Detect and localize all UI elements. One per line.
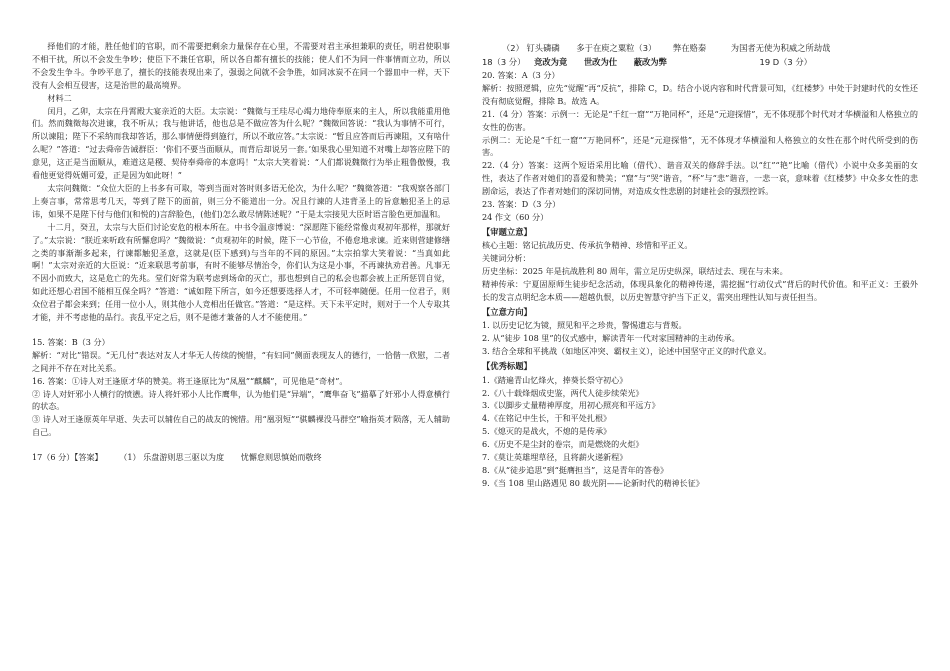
q16-point-3: ③ 诗人对王逢原英年早逝、失去可以辅佐自己的战友的惋惜。用“凰羽短”“骐麟裸没马群空”喻指英才陨落，无人辅助自己。 bbox=[32, 414, 450, 438]
q17-answer-a: （1） 乐盘游则思三驱以为度 bbox=[119, 452, 225, 463]
keyword-spirit: 精神传承：宁夏固原师生徒步纪念活动，体现具象化的精神传递，需挖掘“行动仪式”背后的时代价值。和平正义：王毅外长的发言点明纪念本质——超越仇恨，以历史智慧守护当下正义，需突出理性认知与责任担当。 bbox=[482, 279, 918, 302]
direction-item: 1. 以历史记忆为镜，照见和平之珍贵，警惕遗忘与背叛。 bbox=[482, 320, 687, 331]
q17-line bbox=[32, 451, 450, 464]
q22-answer: 22.（4 分）答案：这两个短语采用比喻（借代）、谐音双关的修辞手法。以“红”“艳”比喻（借代）小说中众多美丽的女性，表达了作者对她们的喜爱和赞美；“窟”与“哭”谐音，“杯”与“悲”谐音，一悲一哀，意味着《红楼梦》中众多女性的悲剧命运，表达了作者对她们的深切同情，对造成女性悲剧的封建社会的强烈控诉。 bbox=[482, 160, 918, 197]
q18-label: 18（3 分） bbox=[482, 56, 526, 67]
direction-item: 3. 结合全球和平挑战（如地区冲突、霸权主义），论述中国坚守正义的时代意义。 bbox=[482, 346, 772, 357]
q18-answer-b: 世改为仕 bbox=[583, 56, 618, 67]
title-item: 6.《历史不是尘封的卷宗，而是燃烧的火炬》 bbox=[482, 439, 644, 450]
q21-answer: 21.（4 分）答案：示例一：无论是“千红一窟”“万艳同杯”，还是“元迎探惜”，无不体现那个时代对才华横溢和人格独立的女性的伤害。 bbox=[482, 108, 918, 132]
q18-answer-a: 竞改为竟 bbox=[534, 56, 568, 67]
core-theme: 核心主题：铭记抗战历史、传承抗争精神、珍惜和平正义。 bbox=[482, 240, 693, 251]
q20-answer: 20. 答案：A（3 分） bbox=[482, 70, 560, 80]
q17-answer-b: 忧懈怠则思慎始而敬终 bbox=[240, 452, 322, 463]
left-column bbox=[32, 40, 450, 464]
passage-paragraph: 十二月，癸丑，太宗与大臣们讨论安危的根本所在。中书令温彦博说：“深愿陛下能经常像贞观初年那样，那就好了。”太宗说：“朕近来听政有所懈怠吗？”魏徵说：“贞观初年的时候，陛下一心节俭，不倦怠地求谏。近来则营建修缮之类的事渐渐多起来，行谏都触犯圣意，这就是(臣下感到)与当年的不同的原因。”太宗拍掌大笑着说：“当真如此啊！”太宗对亲近的大臣说：“近来联思考前事，有时不能够尽情治令，你们认为这是小事，不再谏执劝君善。凡事无不因小而致大，这是危亡的先兆。堂们好常为联考虑到场命的灭亡，那也想到自己的私会也都会被上正所惩罚自觉，如此还想心君国不能相互保全吗？”答道：“诚如陛下所言，如今还想要选择人才，不可轻率随便。任用一位君子，则众位君子都会来到；任用一位小人，则其他小人竞相出任做官。”答道：“是这样。天下未平定时，则对于一个人专取其才能，并不考虑他的品行。丧乱平定之后，则不是德才兼备的人才不能使用。” bbox=[32, 221, 450, 323]
passage-intro: 择他们的才能，胜任他们的官职，而不需要把剩余力量保存在心里，不需要对君主承担兼职的责任，明君使职事不相干扰，所以不会发生争吵；使臣下不兼任官职，所以各自都有擅长的技能；使人们不为同一件事情而立功，所以不会发生争斗。争吵平息了，擅长的技能表现出来了，强弱之间就不会争胜，如同冰炭不在同一个器皿中一样，天下没有人会相互侵害，这是治世的最高境界。 bbox=[32, 41, 450, 90]
title-header: 【优秀标题】 bbox=[482, 361, 532, 372]
passage-paragraph: 闰月，乙卯，太宗在丹霄殿大宴亲近的大臣。太宗说：“魏徵与王珪尽心竭力地侍奉原来的主人，所以我能重用他们。然而魏徵每次进谏，我不听从；我与他讲话，他也总是不做应答为什么呢？”魏徵回答说：“我认为事情不可行，所以谏阻；陛下不采纳而我却答话，那么事情便得到施行，所以不敢应答。”太宗说：“暂且应答而后再谏阻，又有啥什么呢？”答道：“过去舜帝告诫群臣：‘你们不要当面顺从，而背后却说另一套。’如果我心里知道不对嘴上却答应陛下的意见，这正是当面顺从，难道这是稷、契侍奉舜帝的本意吗！”太宗大笑着说：“人们都说魏徵行为举止粗鲁傲慢，我看他更觉得妩媚可爱，正是因为如此呀！” bbox=[32, 105, 450, 181]
direction-header: 【立意方向】 bbox=[482, 306, 532, 317]
q17-continued bbox=[482, 42, 918, 56]
title-item: 2.《八十载烽烟成史鉴，两代人徒步续荣光》 bbox=[482, 387, 644, 398]
q16-point-2: ② 诗人对奸邪小人横行的愤懑。诗人将奸邪小人比作鹰隼，认为他们是“异端”，“鹰隼奋飞”描摹了奸邪小人得意横行的状态。 bbox=[32, 388, 450, 412]
title-item: 4.《在铭记中生长，于和平处扎根》 bbox=[482, 413, 612, 424]
q17-label: 17（6 分）【答案】 bbox=[32, 452, 103, 463]
passage-paragraph: 太宗问魏徵：“众位大臣的上书多有可取，等到当面对答时则多语无伦次，为什么呢？”魏徵答道：“我观察各部门上奏言事，常常思考几天，等到了陛下的面前，则三分不能道出一分。况且行谏的人违背圣上的旨意触犯圣上的忌讳，如果不是陛下付与他们(和悦的)言辞脸色，(他们)怎么敢尽情陈述呢？”于是太宗接见大臣时语言脸色更加温和。 bbox=[32, 182, 450, 219]
q18-line bbox=[482, 56, 918, 70]
q17-answer-2b: 多于在庾之粟粒（3） bbox=[576, 43, 657, 53]
q16-answer: 16. 答案：①诗人对王逢原才华的赞美。将王逢原比为“凤凰”“麒麟”，可见他是“奇材”。 bbox=[32, 375, 348, 386]
title-item: 3.《以脚步丈量精神厚度，用初心照亮和平远方》 bbox=[482, 400, 660, 411]
q15-analysis: 解析：“对比”错误。“无几付”表达对友人才华无人传续的惋惜，“有妇同”侧面表现友人的德行，一恰偕一欣慰，二者之间并不存在对比关系。 bbox=[32, 349, 450, 373]
q17-answer-3b: 为国者无使为积威之所劫哉 bbox=[730, 43, 831, 53]
title-item: 7.《莫让英雄埋草径，且将薪火递新程》 bbox=[482, 452, 628, 463]
title-item: 9.《当 108 里山路遇见 80 载光阴——论新时代的精神长征》 bbox=[482, 477, 704, 488]
q15-answer: 15. 答案：B（3 分） bbox=[32, 336, 110, 347]
q18-answer-c: 蔽改为弊 bbox=[633, 56, 667, 67]
title-item: 1.《踏遍青山忆烽火，捧葵长祭守初心》 bbox=[482, 374, 628, 385]
title-item: 5.《熄灭的是战火，不熄的是传承》 bbox=[482, 426, 612, 437]
right-column bbox=[482, 42, 918, 490]
title-item: 8.《从“徒步追思”到“挺膺担当”，这是青年的答卷》 bbox=[482, 464, 669, 475]
q24-title: 24 作文（60 分） bbox=[482, 211, 549, 222]
theme-header: 【审题立意】 bbox=[482, 226, 532, 237]
q20-analysis: 解析：按照逻辑，应先“觉醒”再“反抗”，排除 C，D。结合小说内容和时代背景可知，《红楼梦》中处于封建时代的女性还没有彻底觉醒，排除 B。故选 A。 bbox=[482, 82, 918, 106]
q23-answer: 23. 答案：D（3 分） bbox=[482, 199, 561, 210]
keywords-label: 关键词分析： bbox=[482, 253, 531, 264]
q17-answer-3a: 弊在赂秦 bbox=[672, 43, 707, 53]
q17-answer-2a: （2） 钉头磷磷 bbox=[502, 43, 560, 53]
title-list bbox=[482, 374, 918, 490]
material-title: 材料二 bbox=[47, 92, 72, 103]
q19-answer: 19 D（3 分） bbox=[759, 56, 812, 67]
keyword-history: 历史坐标：2025 年是抗战胜利 80 周年，需立足历史纵深，联结过去、现在与未来。 bbox=[482, 266, 788, 277]
q21-example-2: 示例二：无论是“千红一窟”“万艳同杯”，还是“元迎探惜”，无不体现才华横溢和人格独立的女性在那个时代所受到的伤害。 bbox=[482, 134, 918, 158]
direction-item: 2. 从“徒步 108 里”的仪式感中，解读青年一代对家国精神的主动传承。 bbox=[482, 333, 740, 344]
